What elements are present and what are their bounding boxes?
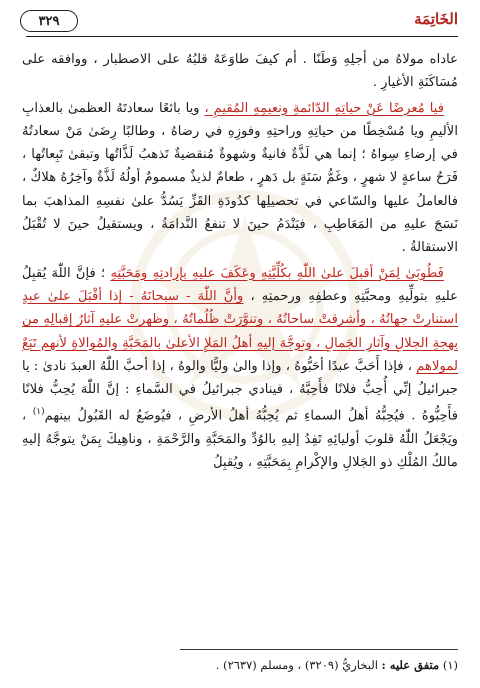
paragraph-p3 xyxy=(22,262,458,475)
text-segment: ويا بائعًا سعادتَهُ العظمىٰ بالعذابِ الأليمِ ويا مُسْخِطًا من حياتِهِ وراحتِهِ وفوزِهِ في رضاهُ ، وطالبًا رِضَىٰ مَنْ سعادتُهُ في إرضاءِ سِواهُ ؛ إنما هي لَذَّةٌ فانيةٌ وشهوةٌ مُنقضيةٌ تَذهبُ لَذَّاتُها وتبقىٰ تَبِعاتُها ، فَرَحُ ساعةٍ لا شهرٍ ، وغَمُّ سَنَةٍ بل دَهرٍ ، طعامٌ لذيذٌ مسمومٌ أولُهُ لَذَّةٌ وآخِرُهُ هلاكٌ ، فالعاملُ عليها والسّاعي في تحصيلِها كدُودَةِ القَزِّ يَسُدُّ علىٰ نفسِهِ المذاهبَ بما نَسَجَ عليهِ من المَعَاطِبِ ، فيَنْدَمُ حينَ لا تنفعُ النَّدامَةُ ، ويستقيلُ حينَ لا تُقْبَلُ الاستقالةُ . xyxy=(22,100,458,256)
text-segment: ، ويَجْعَلُ اللّٰهُ قلوبَ أوليائِهِ تَفِدُ إليهِ بالوُدِّ والمَحَبَّةِ والرَّحْمَةِ ، وناهِيكَ بِمَنْ يتوجَّهُ إليهِ مالكُ المُلْكِ ذو الجَلالِ والإكْرامِ بِمَحَبَّتِهِ ، ويُقبِلُ xyxy=(22,408,458,471)
footnote-reference: (١) xyxy=(32,407,45,418)
footnote-label: متفق عليه : xyxy=(381,658,440,672)
paragraph-p2 xyxy=(22,97,458,260)
footnote xyxy=(22,657,458,673)
header-divider xyxy=(26,36,458,37)
running-header-title: الخَاتِمَة xyxy=(414,10,458,28)
highlighted-phrase: فَطُوبَىٰ لِمَنْ أقبلَ علىٰ اللّٰهِ بكُلِّيَّتِهِ وعَكَفَ عليهِ بإرادتِهِ ومَحَبَّتِهِ xyxy=(110,265,444,281)
highlighted-phrase: فيا مُعرضًا عَنْ حياتِهِ الدّائمةِ ونعيمِهِ المُقيمِ ، xyxy=(204,100,444,116)
footnote-divider xyxy=(180,649,458,650)
paragraph-p1 xyxy=(22,48,458,95)
page-number-badge xyxy=(20,10,78,32)
page-number: ٣٢٩ xyxy=(38,13,60,29)
body-text xyxy=(22,48,458,475)
highlighted-phrase: وأنَّ اللّٰهَ - سبحانَهُ - إذا أقْبَلَ علىٰ عبدٍ استنارتْ جهاتُهُ ، وأشرقتْ ساحاتُهُ ، وتنوَّرَتْ ظُلُماتُهُ ، وظهرتْ عليهِ آثارُ إقبالِهِ من بهجةِ الجلالِ وآثارِ الجَمالِ ، وتوجَّهَ إليهِ أهلُ المَلإِ الأعلىٰ بالمَحَبَّةِ والمُوالاةِ لأنهم تَبَعٌ لمولاهم xyxy=(22,288,458,374)
footnote-number: (١) xyxy=(442,658,458,672)
footnote-text: البخاريُّ (٣٢٠٩) ، ومسلم (٢٦٣٧) . xyxy=(215,658,378,672)
text-segment: عاداه مولاهُ من أجلِهِ وَطَنًا . أم كيفَ طاوَعَهُ قلبُهُ على الاصطبار ، ووافقه على مُسَاكَنَةِ الأغيارِ . xyxy=(22,52,458,91)
text-segment: ؛ فإنَّ اللّٰهَ يُقبِلُ عليهِ بتولِّيهِ ومحبَّتِهِ وعطفِهِ ورحمتِهِ ، xyxy=(22,265,458,304)
text-segment: ، فإذا أَحَبَّ عبدًا أحَبُّوهُ ، وإذا والىٰ وليًّا والوهُ ، إذا أحبَّ اللّٰهُ العبدَ نادىٰ : يا جبرائيلُ إنِّي أُحِبُّ فلانًا فأَحِبَّهُ ، فينادي جبرائيلُ في السَّماءِ : إنَّ اللّٰهَ يُحِبُّ فلانًا فأَحِبُّوهُ . فيُحِبُّهُ أهلُ السماءِ ثم يُحِبُّهُ أهلُ الأرضِ ، فيُوضَعُ له القَبُولُ بينهم xyxy=(22,358,458,424)
